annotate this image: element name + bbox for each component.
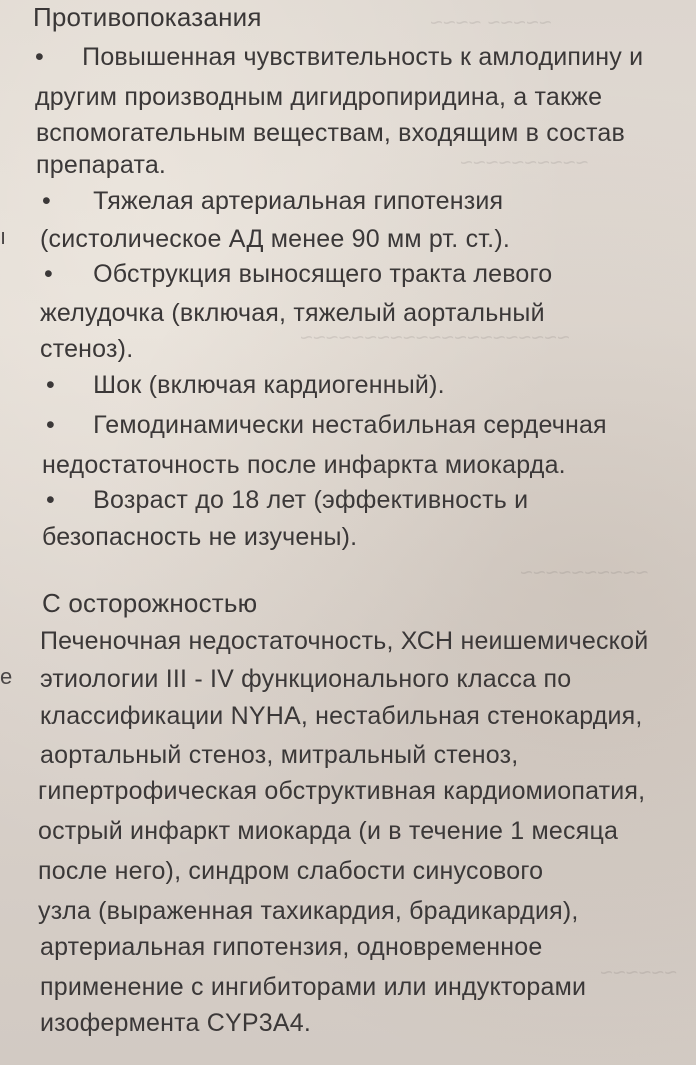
contraindication-line-14: [42, 522, 357, 552]
line-text: гипертрофическая обструктивная кардиомиопатия,: [38, 777, 646, 805]
line-text: стеноз).: [40, 335, 134, 363]
bullet-icon: •: [35, 43, 44, 71]
line-text: применение с ингибиторами или индукторами: [40, 973, 587, 1001]
line-text: другим производным дигидропиридина, а также: [35, 83, 603, 111]
caution-line-1: [40, 626, 648, 656]
line-text: желудочка (включая, тяжелый аортальный: [40, 299, 545, 327]
caution-line-4: [40, 740, 518, 770]
contraindication-line-3: [36, 118, 625, 148]
left-margin-char-2: е: [0, 664, 13, 689]
line-text: Обструкция выносящего тракта левого: [93, 260, 553, 288]
line-text: безопасность не изучены).: [42, 523, 358, 551]
contraindication-line-11: [46, 410, 607, 440]
paper-show-through: ~~~~~ ~~~~ ~~~~~~~~~~ ~~~~~~~~~~~~~~~~~~~~~ ~~~~~~~~~~ ~~~~~~: [300, 10, 678, 985]
line-text: (систолическое АД менее 90 мм рт. ст.).: [40, 225, 510, 253]
line-text: после него), синдром слабости синусового: [38, 857, 544, 885]
contraindication-line-9: [40, 334, 133, 364]
section-title-contraindications: Противопоказания: [33, 2, 262, 32]
contraindication-line-1: [35, 42, 643, 72]
caution-line-6: [38, 816, 618, 846]
line-text: Тяжелая артериальная гипотензия: [93, 187, 504, 215]
contraindication-line-5: [42, 186, 503, 216]
section-title-caution: С осторожностью: [42, 588, 258, 618]
contraindication-line-4: [36, 150, 166, 180]
line-text: аортальный стеноз, митральный стеноз,: [40, 741, 519, 769]
contraindication-line-13: [46, 485, 528, 515]
left-margin-char-1: ı: [0, 224, 7, 249]
bullet-icon: •: [46, 411, 55, 439]
bullet-icon: •: [42, 187, 51, 215]
line-text: недостаточность после инфаркта миокарда.: [42, 451, 566, 479]
caution-line-2: [40, 664, 571, 694]
line-text: изофермента CYP3A4.: [40, 1009, 311, 1037]
caution-line-3: [40, 701, 643, 731]
contraindication-line-10: [46, 370, 445, 400]
bullet-icon: •: [46, 486, 55, 514]
line-text: препарата.: [36, 151, 167, 179]
bullet-icon: •: [44, 260, 53, 288]
bullet-icon: •: [46, 371, 55, 399]
line-text: Повышенная чувствительность к амлодипину и: [82, 43, 644, 71]
contraindication-line-6: [40, 224, 510, 254]
caution-line-9: [40, 932, 542, 962]
line-text: классификации NYHA, нестабильная стенокардия,: [40, 702, 643, 730]
line-text: артериальная гипотензия, одновременное: [40, 933, 543, 961]
contraindication-line-12: [42, 450, 566, 480]
line-text: Шок (включая кардиогенный).: [93, 371, 445, 399]
caution-line-7: [38, 856, 543, 886]
contraindication-line-7: [44, 259, 552, 289]
line-text: вспомогательным веществам, входящим в состав: [36, 119, 625, 147]
contraindication-line-2: [35, 82, 602, 112]
contraindication-line-8: [40, 298, 545, 328]
line-text: острый инфаркт миокарда (и в течение 1 месяца: [38, 817, 619, 845]
caution-line-10: [40, 972, 586, 1002]
line-text: Возраст до 18 лет (эффективность и: [93, 486, 529, 514]
caution-line-11: [40, 1008, 311, 1038]
caution-line-8: [38, 896, 579, 926]
caution-line-5: [38, 776, 645, 806]
line-text: этиологии III - IV функционального класса по: [40, 665, 572, 693]
line-text: Гемодинамически нестабильная сердечная: [93, 411, 607, 439]
line-text: узла (выраженная тахикардия, брадикардия),: [38, 897, 579, 925]
line-text: Печеночная недостаточность, ХСН неишемической: [40, 627, 649, 655]
